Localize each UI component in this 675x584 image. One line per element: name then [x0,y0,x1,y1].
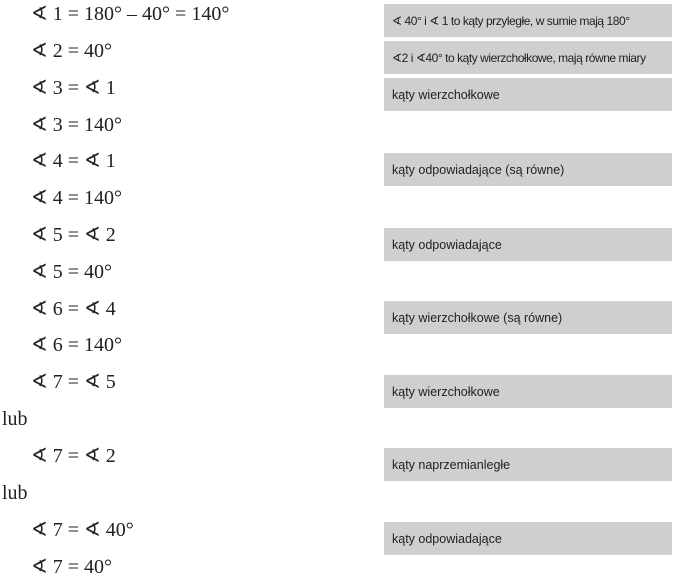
equation-6: ∢ 4 = 140° [31,187,123,209]
equation-7: ∢ 5 = ∢ 2 [31,224,116,246]
note-corresponding-2: kąty odpowiadające [384,522,672,555]
note-corresponding-equal: kąty odpowiadające (są równe) [384,153,672,186]
equation-3: ∢ 3 = ∢ 1 [31,77,116,99]
equation-2: ∢ 2 = 40° [31,40,113,62]
equation-9: ∢ 6 = ∢ 4 [31,298,116,320]
note-vertical-equal: kąty wierzchołkowe (są równe) [384,301,672,334]
equation-1: ∢ 1 = 180° – 40° = 140° [31,3,230,25]
equation-14: ∢ 7 = 40° [31,556,113,578]
connector-lub-2: lub [2,482,28,504]
equation-13: ∢ 7 = ∢ 40° [31,519,134,541]
equation-10: ∢ 6 = 140° [31,334,123,356]
note-vertical-angles-equal: ∢2 i ∢40° to kąty wierzchołkowe, mają równe miary [384,41,672,74]
note-vertical-angles: kąty wierzchołkowe [384,78,672,111]
equation-12: ∢ 7 = ∢ 2 [31,445,116,467]
equation-4: ∢ 3 = 140° [31,114,123,136]
note-vertical: kąty wierzchołkowe [384,375,672,408]
connector-lub-1: lub [2,408,28,430]
equation-11: ∢ 7 = ∢ 5 [31,371,116,393]
equation-5: ∢ 4 = ∢ 1 [31,150,116,172]
equation-8: ∢ 5 = 40° [31,261,113,283]
note-alternate: kąty naprzemianległe [384,448,672,481]
note-corresponding: kąty odpowiadające [384,228,672,261]
note-adjacent-angles: ∢ 40° i ∢ 1 to kąty przyległe, w sumie mają 180° [384,4,672,37]
